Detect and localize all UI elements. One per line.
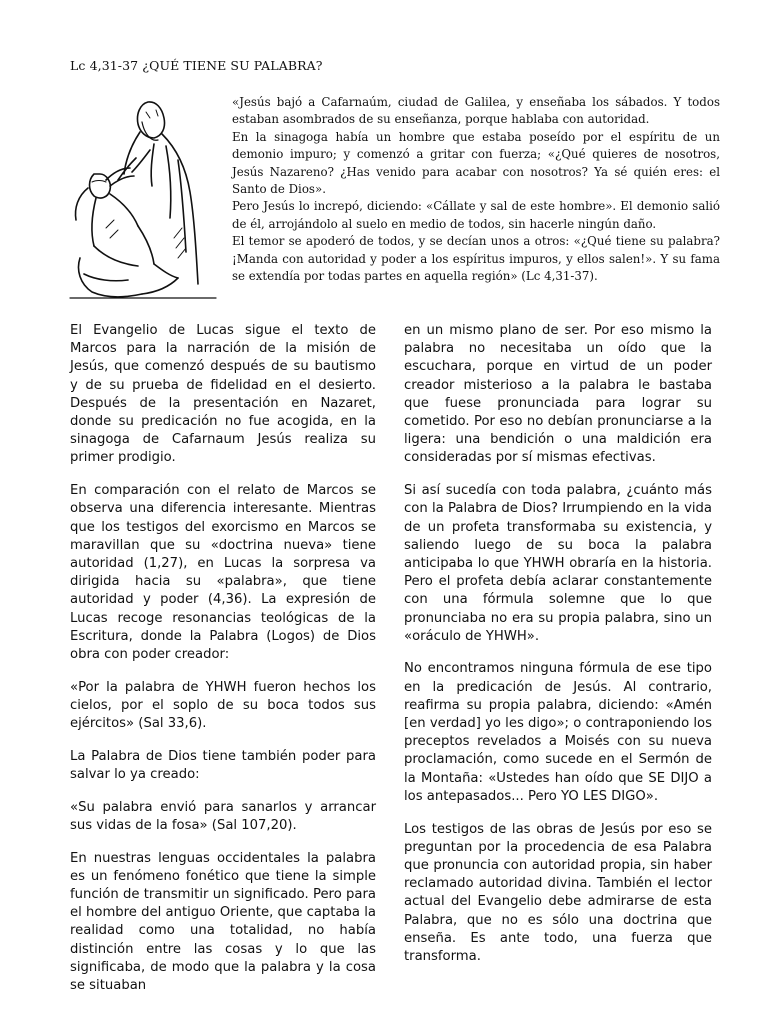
gospel-paragraph: Pero Jesús lo increpó, diciendo: «Cállate y sal de este hombre». El demonio salió de él, arrojándolo al suelo en medio de todos, sin hacerle ningún daño. xyxy=(232,199,720,231)
paragraph: Los testigos de las obras de Jesús por eso se preguntan por la procedencia de esa Palabra que pronuncia con autoridad propia, sin haber reclamado autoridad divina. También el lector actual del Evangelio debe admirarse de esta Palabra, que no es sólo una doctrina que enseña. Es ante todo, una fuerza que transforma. xyxy=(404,821,712,964)
left-column xyxy=(70,322,376,1010)
gospel-quote xyxy=(232,94,720,285)
paragraph: Si así sucedía con toda palabra, ¿cuánto más con la Palabra de Dios? Irrumpiendo en la vida de un profeta transformaba su existencia, y saliendo luego de su boca la palabra anticipaba lo que YHWH obraría en la historia. Pero el profeta debía aclarar constantemente con una fórmula solemne que lo que pronunciaba no era su propia palabra, sino un «oráculo de YHWH». xyxy=(404,483,712,644)
paragraph: El Evangelio de Lucas sigue el texto de Marcos para la narración de la misión de Jesús, que comenzó después de su bautismo y de su prueba de fidelidad en el desierto. Después de la presentación en Nazaret, donde su predicación no fue acogida, en la sinagoga de Cafarnaum Jesús realiza su primer prodigio. xyxy=(70,323,376,466)
gospel-paragraph: En la sinagoga había un hombre que estaba poseído por el espíritu de un demonio impuro; y comenzó a gritar con fuerza; «¿Qué quieres de nosotros, Jesús Nazareno? ¿Has venido para acabar con nosotros? Ya sé quién eres: el Santo de Dios». xyxy=(232,129,720,197)
paragraph: No encontramos ninguna fórmula de ese tipo en la predicación de Jesús. Al contrario, reafirma su propia palabra, diciendo: «Amén [en verdad] yo les digo»; o contraponiendo los preceptos revelados a Moisés con su nueva proclamación, como sucede en el Sermón de la Montaña: «Ustedes han oído que SE DIJO a los antepasados... Pero YO LES DIGO». xyxy=(404,661,712,804)
psalm-quote: «Su palabra envió para sanarlos y arrancar sus vidas de la fosa» (Sal 107,20). xyxy=(70,799,376,833)
jesus-exorcism-drawing-icon xyxy=(66,88,228,304)
paragraph: En comparación con el relato de Marcos se observa una diferencia interesante. Mientras que los testigos del exorcismo en Marcos se maravillan que su «doctrina nueva» tiene autoridad (1,27), en Lucas la sorpresa va dirigida hacia su «palabra», que tiene autoridad y poder (4,36). La expresión de Lucas recoge resonancias teológicas de la Escritura, donde la Palabra (Logos) de Dios obra con poder creador: xyxy=(70,483,376,662)
page-title: Lc 4,31-37 ¿QUÉ TIENE SU PALABRA? xyxy=(70,58,323,73)
psalm-quote: «Por la palabra de YHWH fueron hechos los cielos, por el soplo de su boca todos sus ejércitos» (Sal 33,6). xyxy=(70,679,376,732)
gospel-paragraph: El temor se apoderó de todos, y se decían unos a otros: «¿Qué tiene su palabra? ¡Manda con autoridad y poder a los espíritus impuros, y ellos salen!». Y su fama se extendía por todas partes en aquella región» (Lc 4,31-37). xyxy=(232,234,720,284)
paragraph: en un mismo plano de ser. Por eso mismo la palabra no necesitaba un oído que la escuchara, porque en virtud de un poder creador misterioso a la palabra le bastaba que fuese pronunciada para lograr su cometido. Por eso no debían pronunciarse a la ligera: una bendición o una maldición era consideradas por sí mismas efectivas. xyxy=(404,323,712,466)
paragraph: La Palabra de Dios tiene también poder para salvar lo ya creado: xyxy=(70,748,376,782)
gospel-paragraph: «Jesús bajó a Cafarnaúm, ciudad de Galilea, y enseñaba los sábados. Y todos estaban asombrados de su enseñanza, porque hablaba con autoridad. xyxy=(232,95,720,127)
right-column xyxy=(404,322,712,981)
paragraph: En nuestras lenguas occidentales la palabra es un fenómeno fonético que tiene la simple función de transmitir un significado. Pero para el hombre del antiguo Oriente, que captaba la realidad como una totalidad, no había distinción entre las cosas y lo que las significaba, de modo que la palabra y la cosa se situaban xyxy=(70,850,376,993)
